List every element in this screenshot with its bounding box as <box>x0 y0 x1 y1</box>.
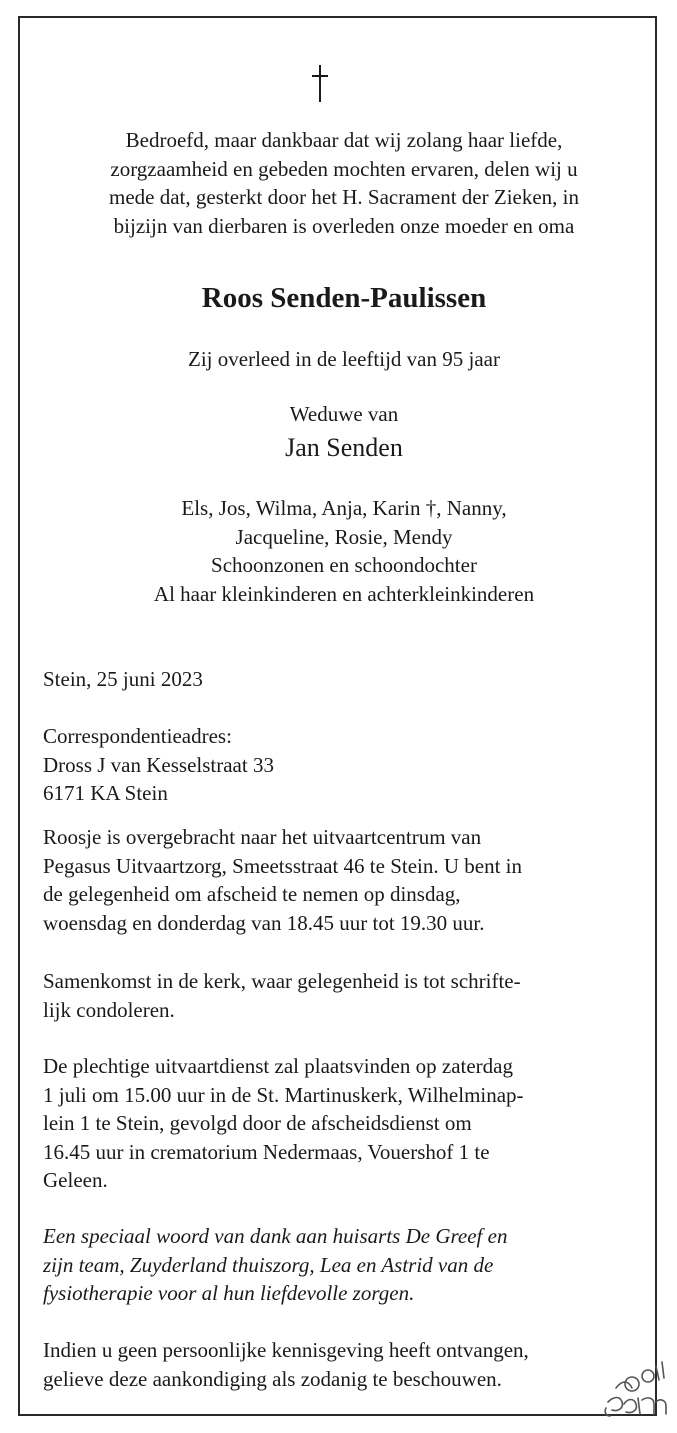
family-line: Els, Jos, Wilma, Anja, Karin †, Nanny, <box>181 496 507 520</box>
gathering-paragraph <box>43 967 639 1024</box>
family-list <box>24 494 664 608</box>
place-date: Stein, 25 juni 2023 <box>43 667 203 691</box>
deceased-name: Roos Senden-Paulissen <box>201 282 487 314</box>
publisher-logo <box>598 1358 670 1420</box>
paragraph-line: woensdag en donderdag van 18.45 uur tot 19.30 uur. <box>43 910 485 935</box>
paragraph-line: Roosje is overgebracht naar het uitvaartcentrum van <box>43 825 482 849</box>
correspondence-address <box>43 722 639 808</box>
paragraph-line: 1 juli om 15.00 uur in de St. Martinuskerk, Wilhelminap- <box>43 1082 524 1107</box>
paragraph-line: 16.45 uur in crematorium Nedermaas, Vouershof 1 te <box>43 1139 490 1164</box>
address-label: Correspondentieadres: <box>43 724 232 748</box>
paragraph-line: Pegasus Uitvaartzorg, Smeetsstraat 46 te Stein. U bent in <box>43 853 523 878</box>
paragraph-line: de gelegenheid om afscheid te nemen op dinsdag, <box>43 882 461 907</box>
transfer-paragraph <box>43 823 639 937</box>
address-postal-city: 6171 KA Stein <box>43 781 168 806</box>
family-line: Jacqueline, Rosie, Mendy <box>235 524 453 549</box>
widow-label: Weduwe van <box>289 402 399 426</box>
intro-line: Bedroefd, maar dankbaar dat wij zolang haar liefde, <box>125 128 563 152</box>
paragraph-line: Indien u geen persoonlijke kennisgeving heeft ontvangen, <box>43 1338 529 1362</box>
intro-text <box>24 126 664 240</box>
age-line: Zij overleed in de leeftijd van 95 jaar <box>188 347 500 371</box>
address-street: Dross J van Kesselstraat 33 <box>43 752 274 777</box>
paragraph-line: zijn team, Zuyderland thuiszorg, Lea en Astrid van de <box>43 1252 494 1277</box>
notice-paragraph <box>43 1336 639 1393</box>
family-line: Schoonzonen en schoondochter <box>211 553 477 578</box>
paragraph-line: lein 1 te Stein, gevolgd door de afscheidsdienst om <box>43 1111 472 1136</box>
paragraph-line: fysiotherapie voor al hun liefdevolle zorgen. <box>43 1281 415 1306</box>
family-line: Al haar kleinkinderen en achterkleinkinderen <box>153 581 535 606</box>
paragraph-line: gelieve deze aankondiging als zodanig te beschouwen. <box>43 1366 502 1391</box>
paragraph-line: lijk condoleren. <box>43 997 175 1022</box>
intro-line: zorgzaamheid en gebeden mochten ervaren, delen wij u <box>110 156 578 181</box>
spouse-name: Jan Senden <box>285 433 403 462</box>
thanks-paragraph <box>43 1222 639 1308</box>
cross-icon <box>319 65 321 102</box>
intro-line: bijzijn van dierbaren is overleden onze moeder en oma <box>113 213 575 238</box>
paragraph-line: Geleen. <box>43 1168 108 1193</box>
paragraph-line: De plechtige uitvaartdienst zal plaatsvinden op zaterdag <box>43 1054 513 1078</box>
paragraph-line: Een speciaal woord van dank aan huisarts De Greef en <box>43 1224 508 1248</box>
paragraph-line: Samenkomst in de kerk, waar gelegenheid is tot schrifte- <box>43 969 521 993</box>
service-paragraph <box>43 1052 639 1195</box>
intro-line: mede dat, gesterkt door het H. Sacrament der Zieken, in <box>109 185 579 210</box>
